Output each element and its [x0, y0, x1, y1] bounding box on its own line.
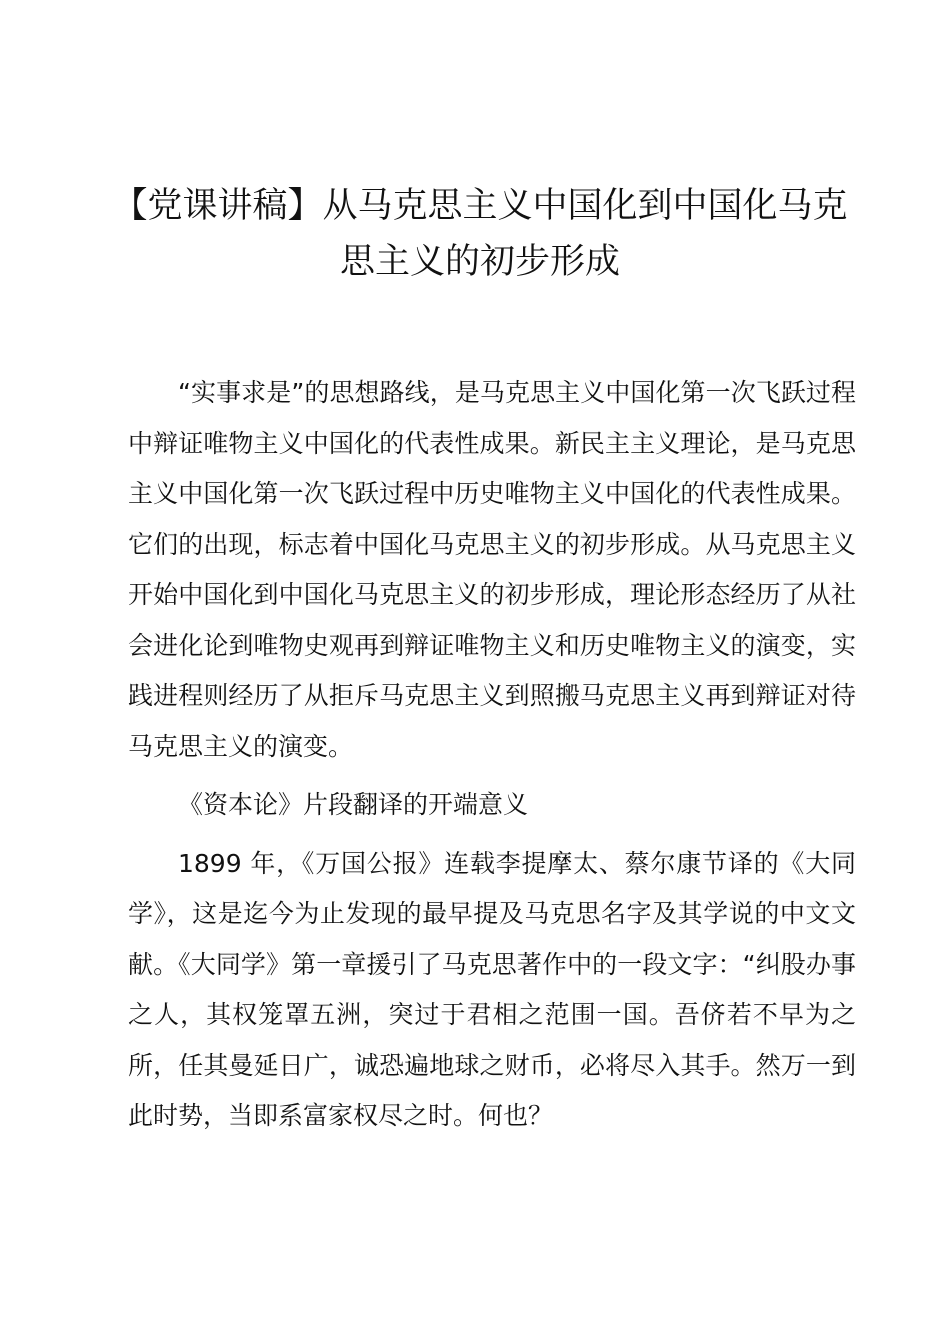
document-body — [128, 368, 856, 1142]
section-heading: 《资本论》片段翻译的开端意义 — [178, 790, 529, 819]
document-title: 【党课讲稿】从马克思主义中国化到中国化马克思主义的初步形成 — [112, 186, 848, 282]
paragraph-history: 1899 年，《万国公报》连载李提摩太、蔡尔康节译的《大同学》，这是迄今为止发现的最早提及马克思名字及其学说的中文文献。《大同学》第一章援引了马克思著作中的一段文字：“纠股办事之人，其权笼罩五洲，突过于君相之范围一国。吾侪若不早为之所，任其曼延日广，诚恐遍地球之财币，必将尽入其手。然万一到此时势，当即系富家权尽之时。何也？ — [128, 848, 856, 1130]
paragraph-intro: “实事求是”的思想路线，是马克思主义中国化第一次飞跃过程中辩证唯物主义中国化的代表性成果。新民主主义理论，是马克思主义中国化第一次飞跃过程中历史唯物主义中国化的代表性成果。它们的出现，标志着中国化马克思主义的初步形成。从马克思主义开始中国化到中国化马克思主义的初步形成，理论形态经历了从社会进化论到唯物史观再到辩证唯物主义和历史唯物主义的演变，实践进程则经历了从拒斥马克思主义到照搬马克思主义再到辩证对待马克思主义的演变。 — [128, 378, 856, 761]
